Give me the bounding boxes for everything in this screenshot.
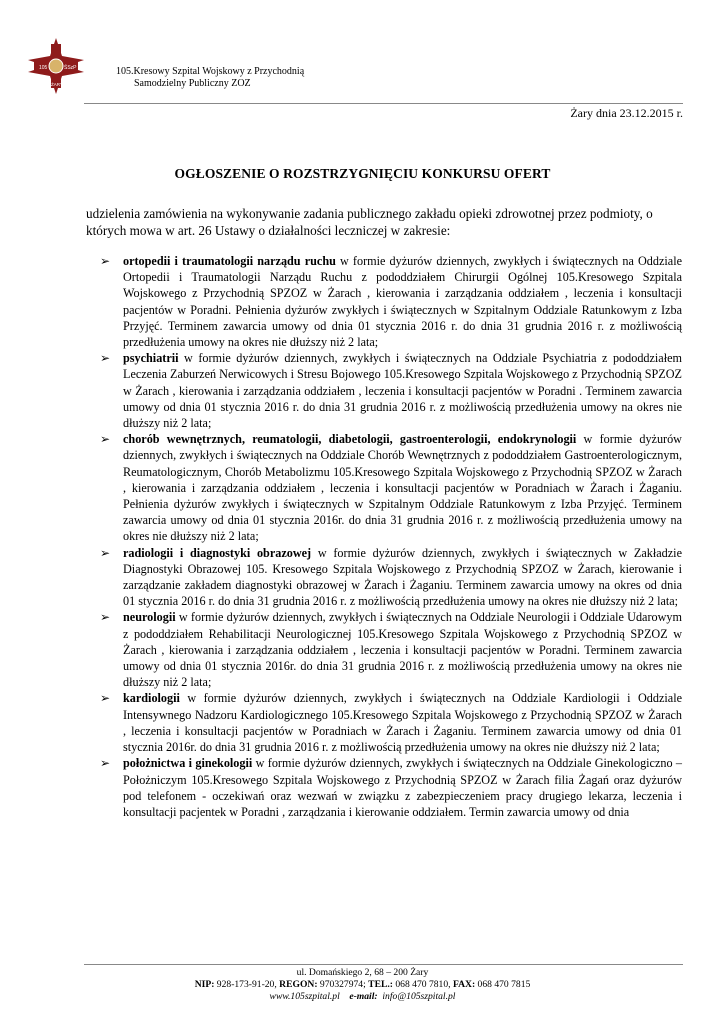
email-link[interactable]: info@105szpital.pl bbox=[382, 991, 456, 1002]
scope-heading: psychiatrii bbox=[123, 351, 179, 366]
footer-identifiers: NIP: 928-173-91-20, REGON: 970327974; TEL.: 068 470 7810, FAX: 068 470 7815 bbox=[194, 979, 531, 990]
footer-address: ul. Domańskiego 2, 68 – 200 Żary bbox=[296, 967, 429, 978]
svg-text:105: 105 bbox=[39, 65, 48, 71]
document-title: OGŁOSZENIE O ROZSTRZYGNIĘCIU KONKURSU OFERT bbox=[174, 166, 551, 181]
scope-text: w formie dyżurów dziennych, zwykłych i świątecznych w Zakładzie Diagnostyki Obrazowej 105. Kresowego Szpitala Wojskowego z Przychodnią SPZOZ w Żarach, kierowanie i zarządzanie zakładem diagnostyki obrazowej w Żarach i Żaganiu. Terminem zawarcia umowy na okres od dnia 01 stycznia 2016 r. do dnia 31 grudnia 2016 r. z możliwością przedłużenia umowy na okres nie dłuższy niż 2 lata; bbox=[123, 545, 682, 609]
scope-text: w formie dyżurów dziennych, zwykłych i świątecznych na Oddziale Ortopedii i Traumatologii Narządu Ruchu z pododdziałem Chirurgii Ogólnej 105.Kresowego Szpitala Wojskowego z Przychodnią SPZOZ w Żarach , kierowania i zarządzania oddziałem , leczenia i konsultacji pacjentów w Poradni. Pełnienia dyżurów zwykłych i świątecznych w Szpitalnym Oddziale Ratunkowym z Izba Przyjęć. Terminem zawarcia umowy od dnia 01 stycznia 2016 r. do dnia 31 grudnia 2016 r. z możliwością przedłużenia umowy na okres nie dłuższy niż 2 lata; bbox=[123, 254, 682, 350]
scope-heading: kardiologii bbox=[123, 691, 180, 706]
svg-text:ŚSzP: ŚSzP bbox=[64, 65, 77, 71]
organization-name: 105.Kresowy Szpital Wojskowy z Przychodnią bbox=[116, 66, 305, 77]
scope-item bbox=[100, 609, 682, 690]
arrowhead-bullet-icon: ➢ bbox=[100, 756, 111, 771]
organization-subtitle: Samodzielny Publiczny ZOZ bbox=[134, 78, 251, 89]
svg-text:ŻARY: ŻARY bbox=[51, 82, 63, 87]
arrowhead-bullet-icon: ➢ bbox=[100, 691, 111, 706]
arrowhead-bullet-icon: ➢ bbox=[100, 610, 111, 625]
arrowhead-bullet-icon: ➢ bbox=[100, 545, 111, 560]
letterhead bbox=[26, 36, 706, 96]
scope-heading: chorób wewnętrznych, reumatologii, diabetologii, gastroenterologii, endokrynologii bbox=[123, 432, 577, 447]
scope-list bbox=[100, 253, 682, 820]
scope-item bbox=[100, 545, 682, 610]
footer-divider bbox=[84, 964, 683, 965]
scope-text: w formie dyżurów dziennych, zwykłych i świątecznych na Oddziale Chorób Wewnętrznych z pododdziałem Gastroenterologicznym, Reumatologicznym, Chorób Metabolizmu 105.Kresowego Szpitala Wojskowego z Przychodnią SPZOZ w Żarach , kierowania i zarządzania oddziałem , leczenia i konsultacji pacjentów w Poradniach w Żarach i Żaganiu. Pełnienia dyżurów zwykłych i świątecznych w Szpitalnym Oddziale Ratunkowym z Izba Przyjęć. Terminem zawarcia umowy od dnia 01 stycznia 2016r. do dnia 31 grudnia 2016 r. z możliwością przedłużenia umowy na okres nie dłuższy niż 2 lata; bbox=[123, 432, 682, 544]
scope-heading: położnictwa i ginekologii bbox=[123, 756, 253, 771]
scope-heading: neurologii bbox=[123, 610, 176, 625]
scope-item bbox=[100, 253, 682, 350]
scope-text: w formie dyżurów dziennych, zwykłych i świątecznych na Oddziale Psychiatria z pododdziałem Leczenia Zaburzeń Nerwicowych i Stresu Bojowego 105.Kresowego Szpitala Wojskowego z Przychodnią SPZOZ w Żarach , kierowania i zarządzania oddziałem , leczenia i konsultacji pacjentów w Poradni . Terminem zawarcia umowy od dnia 01 stycznia 2016 r. do dnia 31 grudnia 2016 r. z możliwością przedłużenia umowy na okres nie dłuższy niż 2 lata; bbox=[123, 351, 682, 431]
hospital-cross-logo-icon bbox=[26, 36, 86, 96]
arrowhead-bullet-icon: ➢ bbox=[100, 254, 111, 268]
scope-text: w formie dyżurów dziennych, zwykłych i świątecznych na Oddziale Neurologii i Oddziale Udarowym z pododdziałem Rehabilitacji Neurologicznej 105.Kresowego Szpitala Wojskowego z Przychodnią SPZOZ w Żarach , kierowania i zarządzania oddziałem , leczenia i konsultacji pacjentów w Poradni. Terminem zawarcia umowy od dnia 01 stycznia 2016r. do dnia 31 grudnia 2016 r. z możliwością przedłużenia umowy na okres nie dłuższy niż 2 lata; bbox=[123, 610, 682, 690]
scope-text: w formie dyżurów dziennych, zwykłych i świątecznych na Oddziale Ginekologiczno – Położniczym 105.Kresowego Szpitala Wojskowego z Przychodnią SPZOZ w Żarach filia Żagań oraz dyżurów pod telefonem - oczekiwań oraz wezwań w związku z zabezpieczeniem pracy drugiego lekarza, leczenia i konsultacji pacjentek w Poradni , zarządzania i kierowanie oddziałem. Termin zawarcia umowy od dnia bbox=[123, 756, 683, 819]
header-divider bbox=[84, 103, 683, 104]
scope-heading: ortopedii i traumatologii narządu ruchu bbox=[123, 254, 336, 268]
scope-item bbox=[100, 350, 682, 431]
page-footer bbox=[0, 967, 725, 1003]
scope-text: w formie dyżurów dziennych, zwykłych i świątecznych na Oddziale Kardiologii i Oddziale Intensywnego Nadzoru Kardiologicznego 105.Kresowego Szpitala Wojskowego z Przychodnią SPZOZ w Żarach , leczenia i konsultacji pacjentów w Poradniach w Żarach i Żaganiu. Terminem zawarcia umowy od dnia 01 stycznia 2016r. do dnia 31 grudnia 2016 r. z możliwością przedłużenia umowy na okres nie dłuższy niż 2 lata; bbox=[123, 691, 682, 755]
intro-paragraph: udzielenia zamówienia na wykonywanie zadania publicznego zakładu opieki zdrowotnej przez podmioty, o których mowa w art. 26 Ustawy o działalności leczniczej w zakresie: bbox=[86, 206, 653, 238]
document-date: Żary dnia 23.12.2015 r. bbox=[570, 106, 683, 120]
scope-item bbox=[100, 431, 682, 544]
scope-heading: radiologii i diagnostyki obrazowej bbox=[123, 545, 312, 560]
scope-item bbox=[100, 755, 682, 820]
arrowhead-bullet-icon: ➢ bbox=[100, 432, 111, 447]
arrowhead-bullet-icon: ➢ bbox=[100, 351, 111, 366]
footer-contact: www.105szpital.pl e-mail: info@105szpital.pl bbox=[269, 991, 456, 1002]
website-link[interactable]: www.105szpital.pl bbox=[269, 991, 340, 1002]
scope-item bbox=[100, 690, 682, 755]
